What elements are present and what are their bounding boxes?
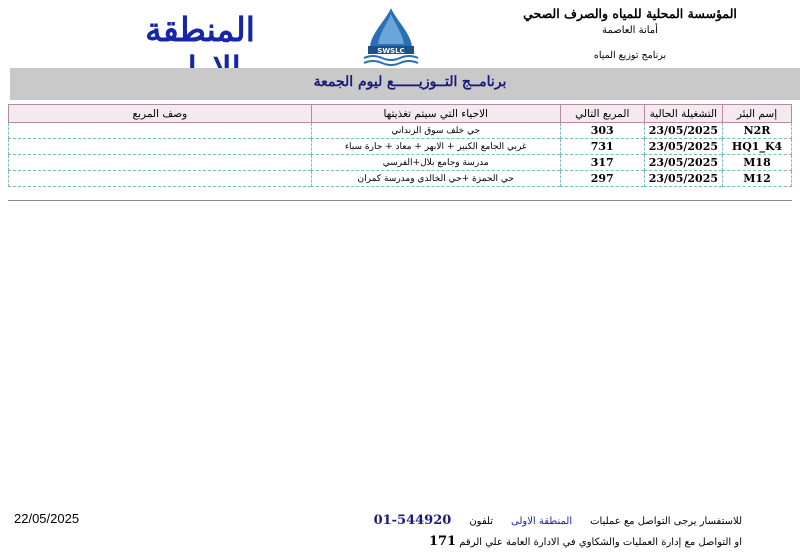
print-date: 22/05/2025 bbox=[14, 511, 80, 526]
well-cell: N2R bbox=[723, 123, 792, 139]
date-cell: 23/05/2025 bbox=[644, 171, 722, 187]
region-title-text: المنطقة bbox=[145, 10, 255, 49]
contact-footer bbox=[222, 513, 742, 549]
footer-line2-text: او التواصل مع إدارة العمليات والشكاوي في الادارة العامة علي الرقم bbox=[459, 537, 742, 548]
desc-cell bbox=[9, 171, 312, 187]
banner-part2: التــوزيــــــع bbox=[386, 74, 458, 90]
banner-part3: ليوم الجمعة bbox=[313, 74, 383, 90]
phone-number: 01-544920 bbox=[373, 513, 452, 528]
complaints-number: 171 bbox=[428, 534, 457, 549]
well-cell: M12 bbox=[723, 171, 792, 187]
banner-part1: برنامــج bbox=[461, 74, 507, 90]
header-current-operation: التشغيلة الحالية bbox=[644, 105, 722, 123]
footer-region: المنطقة الاولى bbox=[511, 516, 573, 527]
logo-text: SWSLC bbox=[377, 47, 405, 55]
desc-cell bbox=[9, 139, 312, 155]
square-cell: 297 bbox=[560, 171, 644, 187]
table-row bbox=[9, 155, 792, 171]
table-header-row bbox=[9, 105, 792, 123]
inquiry-text: للاستفسار يرجى التواصل مع عمليات bbox=[590, 516, 742, 527]
areas-cell: غربي الجامع الكبير + الابهر + معاد + حارة سباء bbox=[311, 139, 560, 155]
date-cell: 23/05/2025 bbox=[644, 139, 722, 155]
table-bottom-divider bbox=[8, 200, 792, 201]
water-drop-logo-icon bbox=[356, 6, 426, 68]
banner-title bbox=[280, 74, 540, 90]
org-name: المؤسسة المحلية للمياه والصرف الصحي bbox=[523, 6, 737, 21]
table-row bbox=[9, 139, 792, 155]
square-cell: 303 bbox=[560, 123, 644, 139]
footer-row-2 bbox=[222, 534, 742, 549]
header-next-square: المربع التالي bbox=[560, 105, 644, 123]
areas-cell: حي خلف سوق الزنداني bbox=[311, 123, 560, 139]
organization-header bbox=[500, 6, 760, 61]
square-cell: 317 bbox=[560, 155, 644, 171]
org-subtitle: أمانة العاصمة bbox=[602, 25, 658, 36]
table-row bbox=[9, 123, 792, 139]
areas-cell: مدرسة وجامع بلال+الفرسي bbox=[311, 155, 560, 171]
date-cell: 23/05/2025 bbox=[644, 155, 722, 171]
distribution-table bbox=[8, 104, 792, 187]
desc-cell bbox=[9, 155, 312, 171]
areas-cell: حي الحمزة +حي الخالدي ومدرسة كمران bbox=[311, 171, 560, 187]
header-square-desc: وصف المربع bbox=[9, 105, 312, 123]
desc-cell bbox=[9, 123, 312, 139]
date-cell: 23/05/2025 bbox=[644, 123, 722, 139]
header-well-name: إسم البئر bbox=[723, 105, 792, 123]
footer-row-1 bbox=[222, 513, 742, 528]
table-row bbox=[9, 171, 792, 187]
program-name: برنامج توزيع المياه bbox=[593, 50, 667, 61]
header-areas: الاحياء التي سيتم تغذيتها bbox=[311, 105, 560, 123]
well-cell: M18 bbox=[723, 155, 792, 171]
well-cell: HQ1_K4 bbox=[723, 139, 792, 155]
phone-label: تلفون bbox=[469, 516, 493, 527]
square-cell: 731 bbox=[560, 139, 644, 155]
